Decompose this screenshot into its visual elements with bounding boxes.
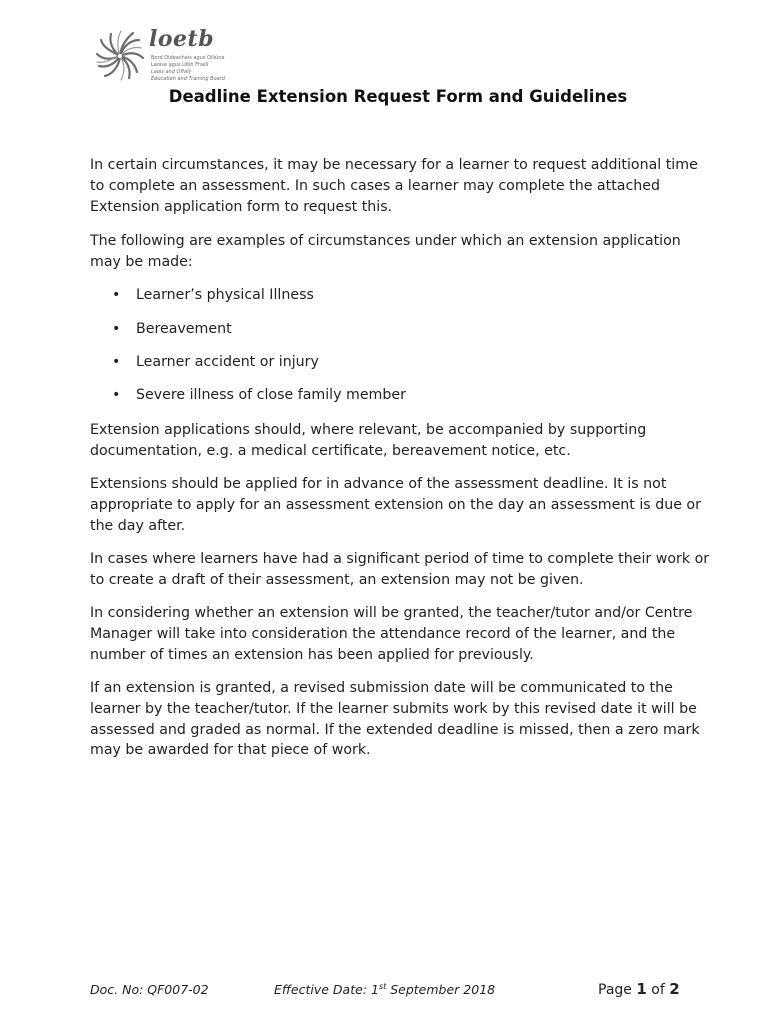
list-item-text: Severe illness of close family member: [136, 387, 406, 403]
logo-wordmark: loetb: [149, 26, 215, 52]
logo-subtitle-irish-2: Laoise agus Uíbh Fhailí: [151, 62, 209, 68]
footer-page-number: Page 1 of 2: [598, 980, 680, 998]
paragraph-intro: In certain circumstances, it may be necessary for a learner to request additional time to complete an assessment. In such cases a learner may complete the attached Extension application form to request this.: [90, 157, 698, 215]
bullet-icon: •: [112, 287, 121, 303]
total-pages: 2: [669, 980, 680, 998]
current-page: 1: [636, 980, 647, 998]
paragraph-apply-in-advance: Extensions should be applied for in advance of the assessment deadline. It is not appropriate to apply for an assessment extension on the day an assessment is due or the day after.: [90, 476, 701, 534]
logo-subtitle-english-1: Laois and Offaly: [151, 69, 192, 75]
list-item-text: Learner accident or injury: [136, 354, 319, 370]
paragraph-examples-intro: The following are examples of circumstances under which an extension application may be made:: [90, 233, 681, 270]
list-item-text: Bereavement: [136, 321, 232, 337]
bullet-icon: •: [112, 354, 121, 370]
logo-subtitle-irish-1: Bord Oideachais agus Oiliúna: [151, 55, 225, 61]
logo-subtitle-english-2: Education and Training Board: [151, 76, 225, 82]
bullet-icon: •: [112, 321, 121, 337]
organisation-logo: [93, 28, 233, 86]
paragraph-supporting-documentation: Extension applications should, where relevant, be accompanied by supporting documentation, e.g. a medical certificate, bereavement notice, etc.: [90, 422, 647, 459]
swirl-logo-icon: [93, 28, 147, 84]
paragraph-draft-period: In cases where learners have had a significant period of time to complete their work or to create a draft of their assessment, an extension may not be given.: [90, 551, 710, 588]
list-item-text: Learner’s physical Illness: [136, 287, 314, 303]
footer-doc-number: Doc. No: QF007-02: [90, 982, 209, 997]
document-title: Deadline Extension Request Form and Guidelines: [168, 87, 628, 106]
bullet-icon: •: [112, 387, 121, 403]
paragraph-considering: In considering whether an extension will be granted, the teacher/tutor and/or Centre Manager will take into consideration the attendance record of the learner, and the number of times an extension has been applied for previously.: [90, 605, 693, 663]
paragraph-extension-granted: If an extension is granted, a revised submission date will be communicated to the learner by the teacher/tutor. If the learner submits work by this revised date it will be assessed and graded as normal. If the extended deadline is missed, then a zero mark may be awarded for that piece of work.: [90, 680, 700, 759]
footer-effective-date: Effective Date: 1st September 2018: [274, 982, 496, 998]
